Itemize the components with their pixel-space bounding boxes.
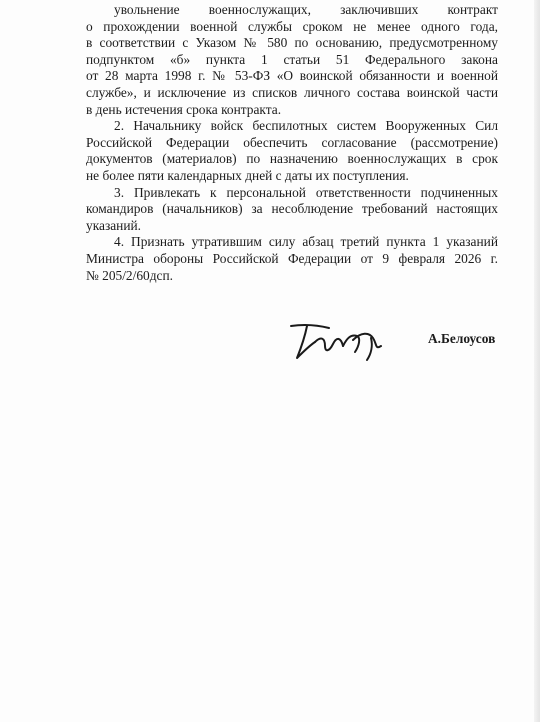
text-line: 2. Начальнику войск беспилотных систем Вооруженных Сил (114, 118, 498, 134)
paragraph-1 (86, 2, 498, 118)
handwritten-signature (285, 316, 395, 364)
text-line: Министра обороны Российской Федерации от 9 февраля 2026 г. (86, 250, 498, 266)
text-line: № 205/2/60дсп. (86, 267, 174, 283)
text-line: в соответствии с Указом № 580 по основанию, предусмотренному (86, 35, 498, 51)
document-body (86, 2, 498, 284)
text-line: от 28 марта 1998 г. № 53-ФЗ «О воинской обязанности и военной (86, 68, 498, 84)
text-line: увольнение военнослужащих, заключивших контракт (114, 2, 498, 17)
scan-edge-shadow (534, 0, 540, 722)
text-line: 3. Привлекать к персональной ответственности подчиненных (114, 184, 498, 200)
text-line: в день истечения срока контракта. (86, 101, 282, 117)
text-line: службе», и исключение из списков личного состава воинской части (86, 84, 498, 100)
text-line: документов (материалов) по назначению военнослужащих в срок (86, 151, 498, 167)
text-line: о прохождении военной службы сроком не менее одного года, (86, 18, 498, 34)
paragraph-4 (86, 234, 498, 284)
text-line: подпунктом «б» пункта 1 статьи 51 Федерального закона (86, 51, 498, 67)
text-line: командиров (начальников) за несоблюдение требований настоящих (86, 201, 498, 217)
paragraph-2 (86, 118, 498, 184)
text-line: 4. Признать утратившим силу абзац третий пункта 1 указаний (114, 234, 498, 250)
text-line: указаний. (86, 217, 142, 233)
signer-name: А.Белоусов (428, 331, 496, 346)
text-line: Российской Федерации обеспечить согласование (рассмотрение) (86, 134, 498, 150)
paragraph-3 (86, 185, 498, 235)
text-line: не более пяти календарных дней с даты их поступления. (86, 167, 409, 183)
